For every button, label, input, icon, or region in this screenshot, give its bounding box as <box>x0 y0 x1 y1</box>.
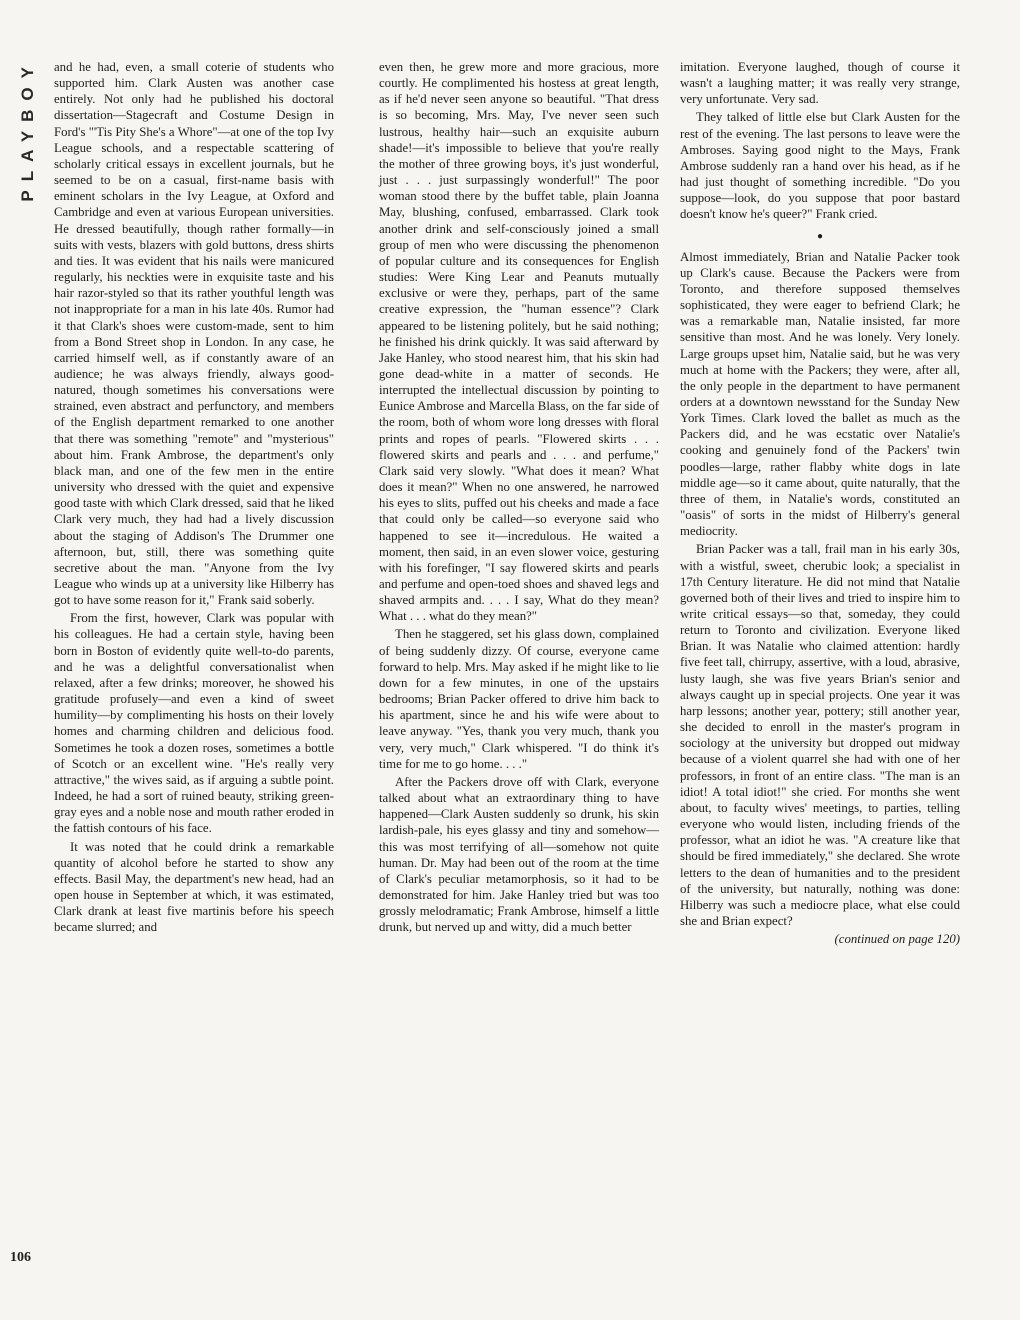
column-3 <box>680 59 960 947</box>
magazine-masthead: PLAYBOY <box>18 58 37 202</box>
paragraph: and he had, even, a small coterie of students who supported him. Clark Austen was another case entirely. Not only had he published his doctoral dissertation—Stagecraft and Costume Design in Ford's "'Tis Pity She's a Whore"—at one of the top Ivy League schools, and a respectable scattering of scholarly critical essays in excellent journals, but he seemed to be on a casual, first-name basis with eminent scholars in the Ivy League, at Oxford and Cambridge and even at various European universities. He dressed beautifully, though rather formally—in suits with vests, blazers with gold buttons, dress shirts and ties. It was evident that his nails were manicured regularly, his neckties were in exquisite taste and his hair razor-styled so that its rather youthful length was not inappropriate for a man in his late 40s. Rumor had it that Clark's shoes were custom-made, sent to him from a Bond Street shop in London. In any case, he carried himself well, as if constantly aware of an audience; he was always friendly, always good-natured, though sometimes his conversations were strained, even abstract and perfunctory, and members of the English department remarked to one another that there was something "remote" and "mysterious" about him. Frank Ambrose, the department's only black man, and one of the few men in the entire university who dressed with the quiet and expensive good taste with which Clark dressed, said that he liked Clark very much, they had had a lively discussion about the staging of Addison's The Drummer one afternoon, but, still, there was something quite secretive about the man. "Anyone from the Ivy League who winds up at a university like Hilberry has got to have some reason for it," Frank said soberly. <box>54 60 334 608</box>
paragraph: Almost immediately, Brian and Natalie Packer took up Clark's cause. Because the Packers were from Toronto, and therefore supposed themselves sophisticated, they were eager to befriend Clark; he was a remarkable man, Natalie insisted, far more sensitive than most. And he was lonely. Very lonely. Large groups upset him, Natalie said, but he was very much at home with the Packers; they were, after all, the only people in the department to have permanent orders at a downtown newsstand for the Sunday New York Times. Clark loved the ballet as much as the Packers did, and he was ecstatic over Natalie's cooking and genuinely fond of the Packers' twin poodles—large, rather flabby white dogs in late middle age—so it came about, quite naturally, that the three of them, in Natalie's words, constituted an "oasis" of sorts in the midst of Hilberry's general mediocrity. <box>680 249 960 539</box>
paragraph: From the first, however, Clark was popular with his colleagues. He had a certain style, having been born in Boston of evidently quite well-to-do parents, and he was a delightful conversationalist when relaxed, after a few drinks; moreover, he showed his gratitude profusely—and even a kind of sweet humility—by complimenting his hosts on their lovely homes and charming children and delicious food. Sometimes he took a dozen roses, sometimes a bottle of Scotch or an excellent wine. "He's really very attractive," the wives said, as if arguing a subtle point. Indeed, he had a sort of ruined beauty, striking green-gray eyes and a noble nose and mouth rather eroded in the fattish contours of his face. <box>54 611 334 836</box>
paragraph: After the Packers drove off with Clark, everyone talked about what an extraordinary thing to have happened—Clark Austen suddenly so drunk, his skin lardish-pale, his eyes glassy and tiny and somehow—this was most terrifying of all—somehow not quite human. Dr. May had been out of the room at the time of Clark's peculiar metamorphosis, so it had to be demonstrated for him. Jake Hanley tried but was too grossly melodramatic; Frank Ambrose, himself a little drunk, but nerved up and witty, did a much better <box>379 774 659 935</box>
paragraph: They talked of little else but Clark Austen for the rest of the evening. The last persons to leave were the Ambroses. Saying good night to the Mays, Frank Ambrose suddenly ran a hand over his head, as if he had just thought of something incredible. "Do you suppose—look, do you suppose that poor bastard doesn't know he's queer?" Frank cried. <box>680 110 960 222</box>
column-1 <box>54 59 334 935</box>
paragraph: even then, he grew more and more gracious, more courtly. He complimented his hostess at great length, as if he'd never seen anyone so beautiful. "That dress is so becoming, Mrs. May, I've never seen such lustrous, healthy hair—such an exquisite auburn shade!—it's impossible to believe that you're really the mother of three growing boys, it's just wonderful, just . . . just surpassingly wonderful!" The poor woman stood there by the buffet table, plain Joanna May, blushing, confused, embarrassed. Clark took another drink and self-consciously joined a small group of men who were discussing the phenomenon of popular culture and its consequences for English studies: Were King Lear and Peanuts mutually exclusive or were they, perhaps, part of the same creative expression, the "human essence"? Clark appeared to be listening politely, but he said nothing; he finished his drink quickly. It was said afterward by Jake Hanley, who stood nearest him, that his skin had gone dead-white in a matter of seconds. He interrupted the intellectual discussion by pointing to Eunice Ambrose and Marcella Blass, on the far side of the room, both of whom wore long dresses with floral prints and ropes of pearls. "Flowered skirts . . . flowered skirts and pearls and . . . and perfume," Clark said very slowly. "What does it mean? What does it mean?" When no one answered, he narrowed his eyes to slits, puffed out his cheeks and made a face that could only be called—so everyone said who happened to see it—incredulous. He waited a moment, then said, in an even slower voice, gesturing with his forefinger, "I say flowered skirts and pearls and perfume and open-toed shoes and shaved legs and shaved armpits and. . . . I say, What do they mean? What . . . what do they mean?" <box>379 60 659 624</box>
column-2 <box>379 59 659 935</box>
paragraph: It was noted that he could drink a remarkable quantity of alcohol before he started to show any effects. Basil May, the department's new head, had an open house in September at which, it was estimated, Clark drank at least five martinis before his speech became slurred; and <box>54 839 334 935</box>
section-break-bullet: ● <box>816 230 824 242</box>
page-number: 106 <box>10 1250 31 1265</box>
paragraph: Then he staggered, set his glass down, complained of being suddenly dizzy. Of course, everyone came forward to help. Mrs. May asked if he might like to lie down for a few minutes, in one of the upstairs bedrooms; Brian Packer offered to drive him back to his apartment, since he and his wife were about to leave anyway. "Yes, thank you very much, thank you very, very much," Clark whispered. "I do think it's time for me to go home. . . ." <box>379 627 659 771</box>
paragraph: imitation. Everyone laughed, though of course it wasn't a laughing matter; it was really very strange, very unfortunate. Very sad. <box>680 60 960 107</box>
continued-note: (continued on page 120) <box>834 932 960 947</box>
paragraph: Brian Packer was a tall, frail man in his early 30s, with a wistful, sweet, cherubic look; a specialist in 17th Century literature. He did not mind that Natalie governed both of their lives and tried to inspire him to write critical essays—so that, someday, they could return to Toronto and civilization. Everyone liked Brian. It was Natalie who claimed attention: hardly five feet tall, chirrupy, assertive, with a loud, abrasive, lusty laugh, she was five years Brian's senior and always caught up in special projects. One year it was harp lessons; another year, pottery; still another year, she decided to enroll in the master's program in sociology at the university but dropped out midway because of a violent quarrel she had with one of her professors, in front of an entire class. "The man is an idiot! A total idiot!" she cried. For months she went about, to faculty wives' meetings, to parties, telling everyone who would listen, including friends of the professor, what an idiot he was. "A creature like that should be fired immediately," she declared. She wrote letters to the dean of humanities and to the president of the university, but naturally, nothing was done: Hilberry was such a mediocre place, what else could she and Brian expect? <box>680 542 960 928</box>
